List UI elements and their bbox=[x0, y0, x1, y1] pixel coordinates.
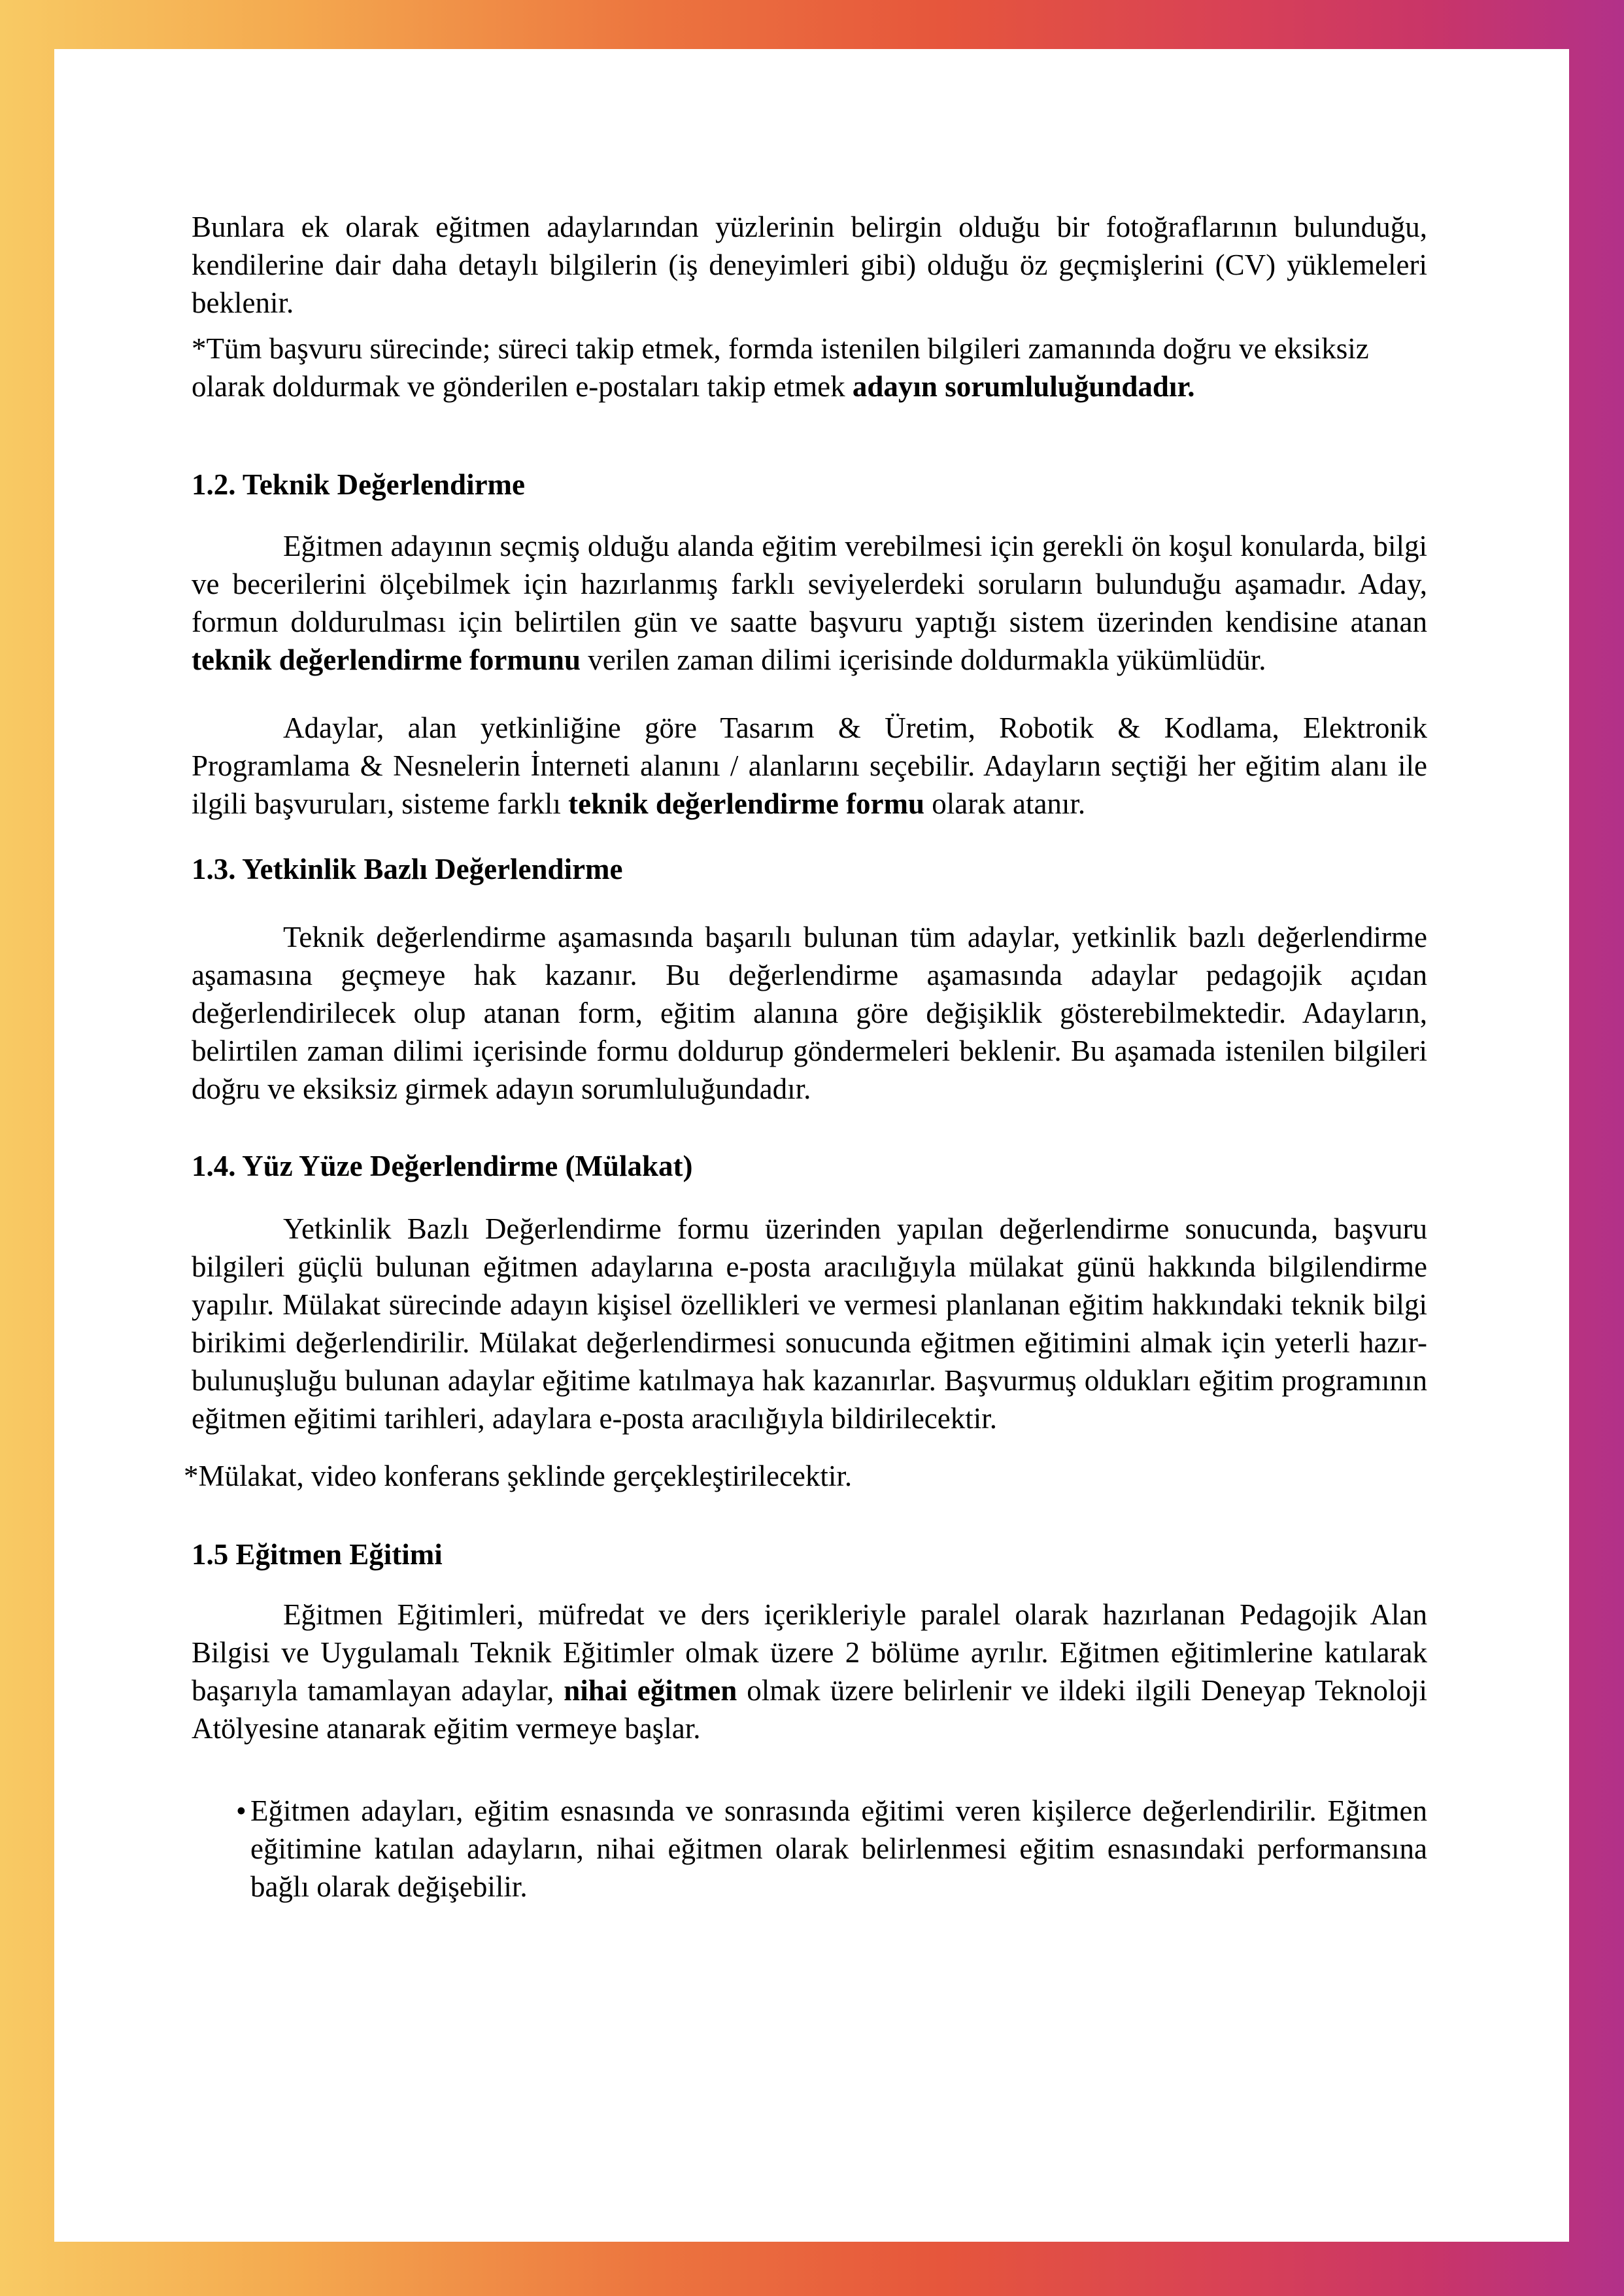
text-run: olarak atanır. bbox=[924, 787, 1086, 820]
heading-1-2-teknik-degerlendirme bbox=[192, 466, 1427, 504]
paragraph-alan-secimi bbox=[192, 709, 1427, 823]
text-run: Eğitmen adayları, eğitim esnasında ve sonrasında eğitimi veren kişilerce değerlendirilir. Eğitmen eğitimine katılan adayların, nihai eğitmen olarak belirlenmesi eğitim esnasındaki performansına bağlı olarak değişebilir. bbox=[250, 1794, 1427, 1903]
heading-text: 1.4. Yüz Yüze Değerlendirme (Mülakat) bbox=[192, 1150, 693, 1182]
paragraph-egitmen-egitimi bbox=[192, 1596, 1427, 1747]
paragraph-teknik-degerlendirme bbox=[192, 527, 1427, 679]
document-content bbox=[184, 208, 1427, 1906]
paragraph-application-responsibility bbox=[192, 330, 1427, 405]
text-run: Bunlara ek olarak eğitmen adaylarından yüzlerinin belirgin olduğu bir fotoğraflarının bulunduğu, kendilerine dair daha detaylı bilgilerin (iş deneyimleri gibi) olduğu öz geçmişlerini (CV) yüklemeleri beklenir. bbox=[192, 211, 1427, 319]
heading-text: 1.3. Yetkinlik Bazlı Değerlendirme bbox=[192, 853, 623, 885]
heading-1-3-yetkinlik-bazli-degerlendirme bbox=[192, 850, 1427, 888]
heading-text: 1.2. Teknik Değerlendirme bbox=[192, 468, 526, 501]
text-run: *Tüm başvuru sürecinde; süreci takip etmek, formda istenilen bilgileri zamanında doğru ve eksiksiz olarak doldurmak ve gönderilen e-postaları takip etmek bbox=[192, 332, 1369, 403]
text-run: *Mülakat, video konferans şeklinde gerçekleştirilecektir. bbox=[184, 1460, 853, 1492]
bullet-icon: • bbox=[236, 1794, 246, 1827]
bold-text-run: teknik değerlendirme formu bbox=[568, 787, 925, 820]
paragraph-yetkinlik-bazli bbox=[192, 918, 1427, 1108]
text-run: Yetkinlik Bazlı Değerlendirme formu üzerinden yapılan değerlendirme sonucunda, başvuru bilgileri güçlü bulunan eğitmen adaylarına e-posta aracılığıyla mülakat günü hakkında bilgilendirme yapılır. Mülakat sürecinde adayın kişisel özellikleri ve vermesi planlanan eğitim hakkındaki teknik bilgi birikimi değerlendirilir. Mülakat değerlendirmesi sonucunda eğitmen eğitimini almak için yeterli hazır-bulunuşluğu bulunan adaylar eğitime katılmaya hak kazanırlar. Başvurmuş oldukları eğitim programının eğitmen eğitimi tarihleri, adaylara e-posta aracılığıyla bildirilecektir. bbox=[192, 1212, 1427, 1435]
text-run: Eğitmen Eğitimleri, müfredat ve ders içerikleriyle paralel olarak hazırlanan Pedagojik Alan Bilgisi ve Uygulamalı Teknik Eğitimler olmak üzere 2 bölüme ayrılır. Eğitmen eğitimlerine katılarak başarıyla tamamlayan adaylar, bbox=[192, 1598, 1427, 1707]
text-run: olmak üzere belirlenir ve ildeki ilgili Deneyap Teknoloji Atölyesine atanarak eğitim vermeye başlar. bbox=[192, 1674, 1427, 1745]
text-run: Teknik değerlendirme aşamasında başarılı bulunan tüm adaylar, yetkinlik bazlı değerlendirme aşamasına geçmeye hak kazanır. Bu değerlendirme aşamasında adaylar pedagojik açıdan değerlendirilecek olup atanan form, eğitim alanına göre değişiklik gösterebilmektedir. Adayların, belirtilen zaman dilimi içerisinde formu doldurup göndermeleri beklenir. Bu aşamada istenilen bilgileri doğru ve eksiksiz girmek adayın sorumluluğundadır. bbox=[192, 921, 1427, 1105]
paragraph-cv-upload bbox=[192, 208, 1427, 322]
bold-text-run: adayın sorumluluğundadır. bbox=[852, 370, 1195, 403]
paragraph-mulakat bbox=[192, 1210, 1427, 1437]
heading-1-5-egitmen-egitimi bbox=[192, 1535, 1427, 1573]
heading-text: 1.5 Eğitmen Eğitimi bbox=[192, 1538, 443, 1571]
text-run: verilen zaman dilimi içerisinde doldurmakla yükümlüdür. bbox=[580, 643, 1266, 676]
list-item bbox=[192, 1792, 1427, 1906]
heading-1-4-yuz-yuze-degerlendirme bbox=[192, 1147, 1427, 1185]
bold-text-run: nihai eğitmen bbox=[564, 1674, 737, 1707]
paragraph-mulakat-video-konferans-note bbox=[184, 1457, 1427, 1495]
document-sheet bbox=[54, 49, 1569, 2242]
bold-text-run: teknik değerlendirme formunu bbox=[192, 643, 581, 676]
bullet-text bbox=[250, 1792, 1427, 1906]
text-run: Adaylar, alan yetkinliğine göre Tasarım & Üretim, Robotik & Kodlama, Elektronik Programlama & Nesnelerin İnterneti alanını / alanlarını seçebilir. Adayların seçtiği her eğitim alanı ile ilgili başvuruları, sisteme farklı bbox=[192, 711, 1427, 820]
text-run: Eğitmen adayının seçmiş olduğu alanda eğitim verebilmesi için gerekli ön koşul konularda, bilgi ve becerilerini ölçebilmek için hazırlanmış farklı seviyelerdeki soruların bulunduğu aşamadır. Aday, formun doldurulması için belirtilen gün ve saatte başvuru yaptığı sistem üzerinden kendisine atanan bbox=[192, 530, 1427, 638]
